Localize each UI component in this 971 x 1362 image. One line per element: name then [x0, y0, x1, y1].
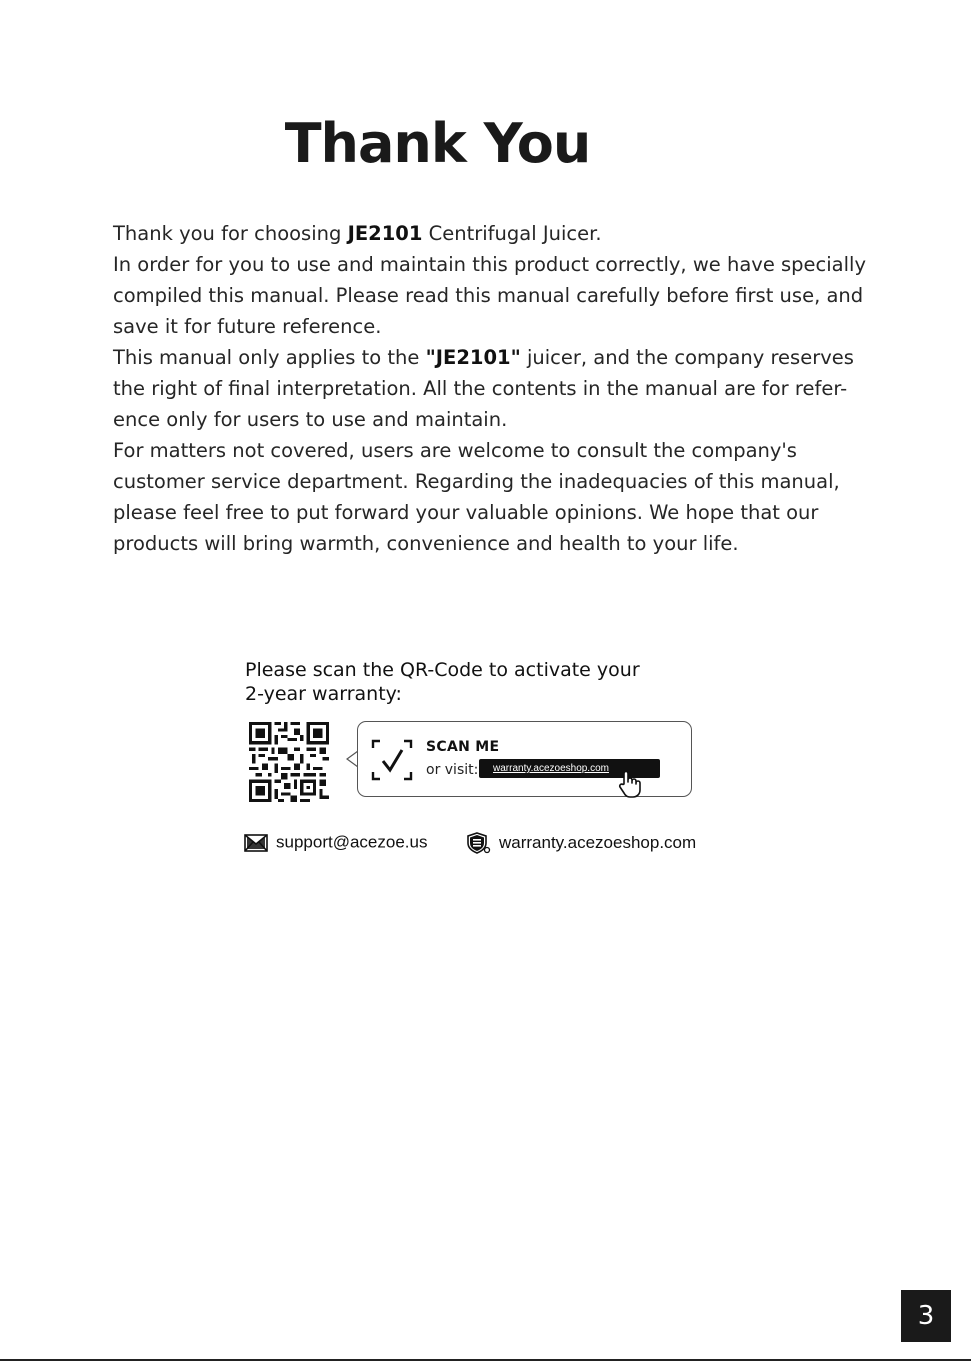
intro-p3-before: This manual only applies to the	[113, 346, 426, 369]
scan-me-label: SCAN ME	[426, 739, 500, 755]
or-visit-label: or visit:	[426, 762, 479, 778]
warranty-prompt-line1: Please scan the QR-Code to activate your	[245, 659, 640, 681]
warranty-prompt-line2: 2-year warranty:	[245, 683, 402, 705]
support-email[interactable]	[244, 832, 427, 856]
model-number-quoted: "JE2101"	[425, 346, 521, 369]
qr-code[interactable]	[248, 722, 330, 802]
bottom-rule	[0, 1359, 971, 1361]
intro-paragraph-3	[113, 342, 873, 435]
intro-p1-before: Thank you for choosing	[113, 222, 348, 245]
pointer-hand-icon	[617, 770, 643, 798]
envelope-icon	[244, 834, 268, 852]
warranty-website-text[interactable]: warranty.acezoeshop.com	[499, 833, 697, 852]
intro-text	[113, 218, 873, 559]
page-title-text: Thank You	[284, 112, 591, 175]
intro-p3-after: juicer, and the company reserves the right of final interpretation. All the contents in the manual are for refer-ence only for users to use and maintain.	[113, 346, 854, 431]
scan-check-icon	[370, 738, 414, 782]
intro-paragraph-2: In order for you to use and maintain this product correctly, we have specially compiled this manual. Please read this manual carefully before first use, and save it for future reference.	[113, 253, 867, 338]
warranty-url-link[interactable]: warranty.acezoeshop.com	[493, 763, 609, 774]
support-email-text[interactable]: support@acezoe.us	[276, 832, 428, 852]
page-title	[0, 112, 971, 175]
intro-p1-after: Centrifugal Juicer.	[422, 222, 602, 245]
warranty-prompt	[245, 658, 705, 706]
warranty-website[interactable]	[466, 832, 696, 856]
page-number: 3	[901, 1290, 951, 1342]
model-number: JE2101	[347, 222, 423, 245]
shield-icon	[466, 832, 491, 854]
intro-paragraph-4: For matters not covered, users are welcome to consult the company's customer service department. Regarding the inadequacies of this manual, please feel free to put forward your valuable opinions. We hope that our products will bring warmth, convenience and health to your life.	[113, 439, 840, 555]
intro-paragraph-1	[113, 218, 873, 249]
